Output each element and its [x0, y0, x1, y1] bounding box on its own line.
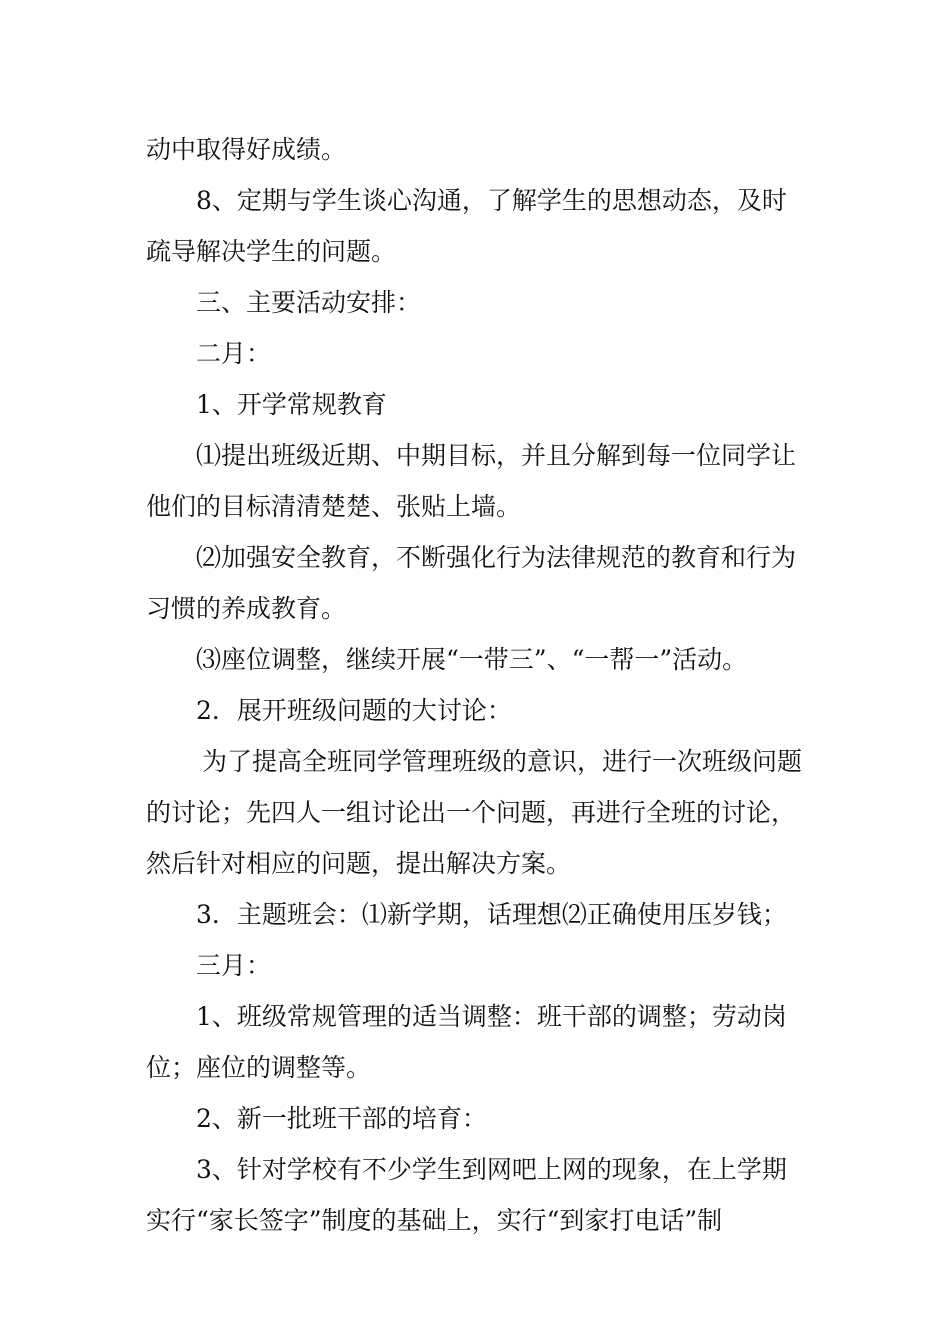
paragraph-feb-item-2: 2．展开班级问题的大讨论： — [196, 696, 512, 725]
paragraph-feb-sub-2: ⑵加强安全教育，不断强化行为法律规范的教育和行为习惯的养成教育。 — [146, 543, 797, 623]
document-body — [146, 124, 810, 1246]
paragraph-continuation: 动中取得好成绩。 — [146, 135, 347, 164]
month-heading-february: 二月： — [196, 339, 272, 368]
paragraph-feb-sub-1: ⑴提出班级近期、中期目标，并且分解到每一位同学让他们的目标清清楚楚、张贴上墙。 — [146, 441, 797, 521]
paragraph-feb-sub-3: ⑶座位调整，继续开展“一带三”、“一帮一”活动。 — [196, 645, 748, 674]
month-heading-march: 三月： — [196, 951, 272, 980]
paragraph-feb-item-3: 3．主题班会：⑴新学期，话理想⑵正确使用压岁钱； — [196, 900, 787, 929]
paragraph-mar-item-2: 2、新一批班干部的培育： — [196, 1104, 487, 1133]
section-heading-activities: 三、主要活动安排： — [196, 288, 422, 317]
paragraph-item-8: 8、定期与学生谈心沟通，了解学生的思想动态，及时疏导解决学生的问题。 — [146, 186, 787, 266]
paragraph-mar-item-3: 3、针对学校有不少学生到网吧上网的现象，在上学期实行“家长签字”制度的基础上，实行“到家打电话”制 — [146, 1155, 787, 1235]
paragraph-feb-item-1: 1、开学常规教育 — [196, 390, 387, 419]
paragraph-discussion: 为了提高全班同学管理班级的意识，进行一次班级问题的讨论；先四人一组讨论出一个问题，再进行全班的讨论，然后针对相应的问题，提出解决方案。 — [146, 747, 803, 878]
paragraph-mar-item-1: 1、班级常规管理的适当调整：班干部的调整；劳动岗位；座位的调整等。 — [146, 1002, 787, 1082]
